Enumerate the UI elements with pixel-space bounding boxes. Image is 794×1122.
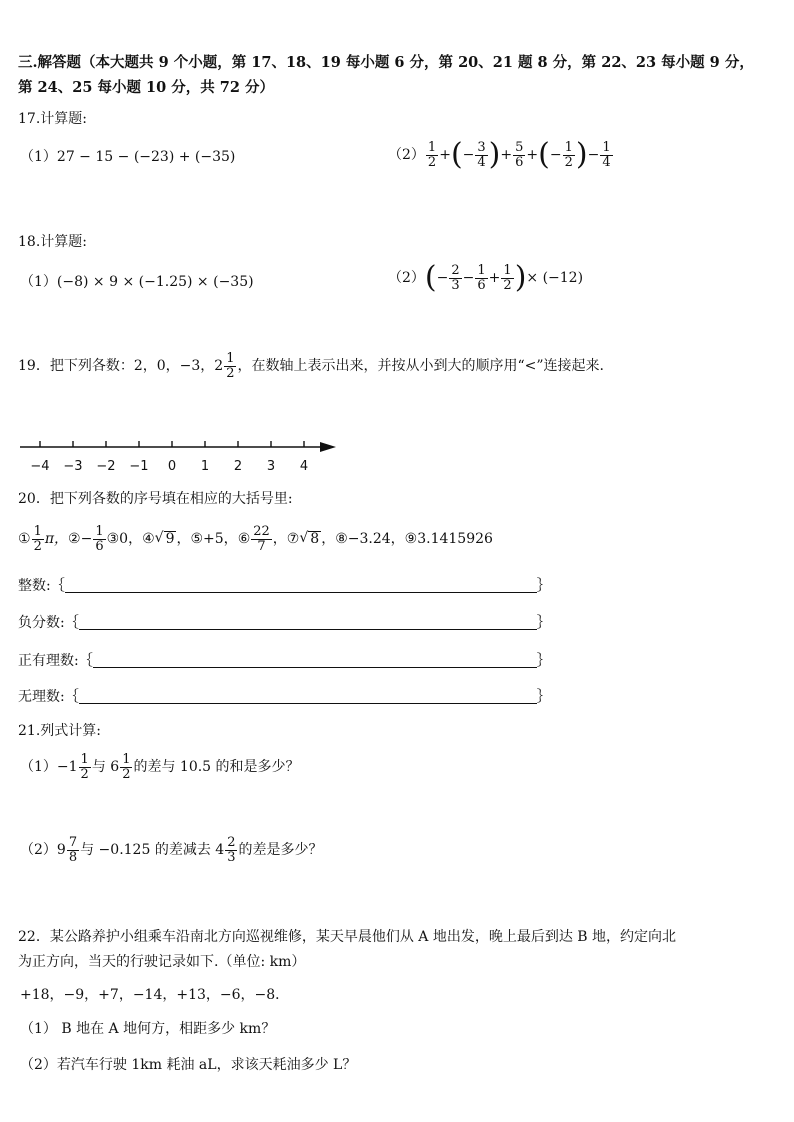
q22-line1: 22．某公路养护小组乘车沿南北方向巡视维修，某天早晨他们从 A 地出发，晚上最后到达 B 地，约定向北 xyxy=(18,929,677,945)
q22-part2: （2）若汽车行驶 1km 耗油 aL，求该天耗油多少 L？ xyxy=(20,1057,357,1073)
q17-part2: （2） $\frac{1}{2}$ + ( − $\frac{3}{4}$ ) + $\frac{5}{6}$ + ( − $\frac{1}{2}$ ) − $\frac{1}{4}$ xyxy=(388,137,611,172)
number-line xyxy=(14,435,344,477)
q22-line2: 为正方向，当天的行驶记录如下.（单位: km） xyxy=(18,954,306,970)
number-line-label: 0 xyxy=(167,459,177,474)
category-integers: 整数:｛ ｝ xyxy=(18,578,551,594)
category-negative-fractions: 负分数:｛ ｝ xyxy=(18,615,551,631)
q22-records: +18，−9，+7，−14，+13，−6，−8． xyxy=(20,987,290,1003)
number-line-label: −3 xyxy=(63,459,83,474)
q21-title: 21.列式计算: xyxy=(18,723,101,739)
q17-part1: （1）27 − 15 − (−23) + (−35) xyxy=(20,149,236,165)
section-header-line1: 三.解答题（本大题共 9 个小题，第 17、18、19 每小题 6 分，第 20、21 题 8 分，第 22、23 每小题 9 分， xyxy=(18,54,754,71)
section-header-line2: 第 24、25 每小题 10 分，共 72 分） xyxy=(18,79,275,96)
q21-part2: （2）9 $\frac{7}{8}$ 与 −0.125 的差减去 4 $\frac{2}{3}$ 的差是多少？ xyxy=(20,835,323,865)
q21-part1: （1）−1 $\frac{1}{2}$ 与 6 $\frac{1}{2}$ 的差与 10.5 的和是多少？ xyxy=(20,752,300,782)
q17-title: 17.计算题: xyxy=(18,111,87,127)
q20-title: 20．把下列各数的序号填在相应的大括号里: xyxy=(18,491,293,507)
q18-part2: （2） ( − $\frac{2}{3}$ − $\frac{1}{6}$ + $\frac{1}{2}$ ) × (−12) xyxy=(388,260,584,295)
number-line-label: −2 xyxy=(96,459,116,474)
irrationals-answer-blank[interactable] xyxy=(79,689,537,704)
q18-part1-expr: (−8) × 9 × (−1.25) × (−35) xyxy=(56,274,254,290)
positive-rationals-answer-blank[interactable] xyxy=(93,653,537,668)
integers-answer-blank[interactable] xyxy=(65,578,537,593)
q22-part1: （1） B 地在 A 地何方，相距多少 km？ xyxy=(20,1021,276,1037)
negative-fractions-answer-blank[interactable] xyxy=(79,615,537,630)
q17-part1-expr: 27 − 15 − (−23) + (−35) xyxy=(56,149,236,165)
q20-numbers: ① $\frac{1}{2}$ π， ②− $\frac{1}{6}$ ③0， ④ √ 9 ， ⑤+5， ⑥ $\frac{22}{7}$ ， ⑦ √ 8 ， ⑧−3.24， ⑨3.1415926 xyxy=(18,524,493,554)
number-line-label: 1 xyxy=(200,459,210,474)
number-line-label: 3 xyxy=(266,459,276,474)
number-line-label: 2 xyxy=(233,459,243,474)
number-line-arrow xyxy=(320,442,336,452)
q19-question: 19．把下列各数：2，0，−3，2 $\frac{1}{2}$ ，在数轴上表示出来，并按从小到大的顺序用“<”连接起来. xyxy=(18,351,604,381)
number-line-label: −1 xyxy=(129,459,149,474)
q18-title: 18.计算题: xyxy=(18,234,87,250)
category-positive-rationals: 正有理数:｛ ｝ xyxy=(18,653,551,669)
number-line-label: −4 xyxy=(30,459,50,474)
category-irrationals: 无理数:｛ ｝ xyxy=(18,689,551,705)
number-line-label: 4 xyxy=(299,459,309,474)
q18-part1: （1）(−8) × 9 × (−1.25) × (−35) xyxy=(20,274,254,290)
